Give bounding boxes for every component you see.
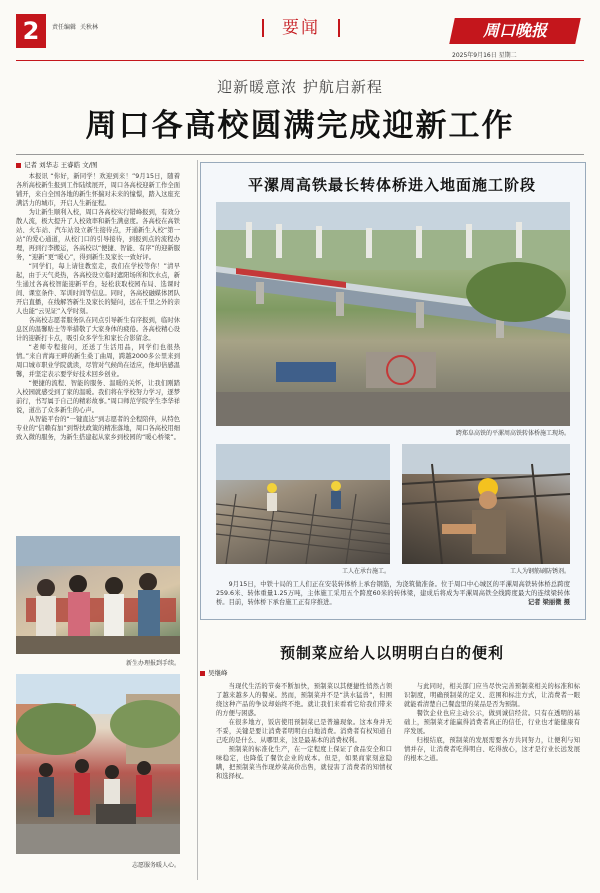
paragraph: “老师专程接问，还送了生活用品，同学们也很热情。”来自青海王畔的新生桑丁曲周，跨越2000多公里来到周口城市职业学院就读，尽管对气候尚在适应，他却倍感温馨，并坚定表示要学好技术回乡创业。 bbox=[16, 344, 180, 378]
caption-workers-rust: 工人为钢筋刷防锈剂。 bbox=[509, 568, 570, 575]
paragraph: 与此同时，相关部门应当尽快完善预制菜相关的标准和标识制度，明确预制菜的定义、范围和标注方式，让消费者一眼就能看清楚自己餐盘里的菜品是否为预制。 bbox=[404, 683, 580, 708]
photo-workers-rust bbox=[402, 444, 570, 564]
commentary-column-left bbox=[216, 682, 392, 878]
page-number: 2 bbox=[16, 14, 46, 48]
caption-volunteers: 志愿服务暖人心。 bbox=[131, 862, 180, 869]
paragraph: 从智能平台的“一键直达”到志愿者的全程陪伴，从特色专业的“信赖有加”到帮扶政策的精准落地，周口各高校用细致入微的服务，为新生搭建起从家乡到校园的“暖心桥梁”。 bbox=[16, 416, 180, 441]
photo-workers-platform bbox=[216, 444, 390, 564]
editor-name: 关秋林 bbox=[80, 24, 99, 31]
panel-body bbox=[216, 580, 570, 607]
issue-date: 2025年9月16日 星期二 bbox=[452, 52, 517, 59]
commentary-title: 预制菜应给人以明明白白的便利 bbox=[279, 644, 504, 662]
headline-divider bbox=[16, 154, 584, 155]
paragraph: 餐饮企业也应主动公示，做到诚信经营。只有在透明的基础上，预制菜才能赢得消费者真正的信任，行业也才能健康有序发展。 bbox=[404, 710, 580, 735]
masthead-logo bbox=[449, 18, 581, 44]
panel-credit: 记者 梁丽微 摄 bbox=[527, 599, 570, 606]
left-article-byline: 记者 刘华志 王睿皓 文/图 bbox=[16, 160, 97, 169]
paragraph: 预制菜的标准化生产，在一定程度上保证了食品安全和口味稳定，也降低了餐饮企业的成本。但是，如果商家刻意隐瞒，把预制菜当作现炒菜高价出售，就侵害了消费者的知情权和选择权。 bbox=[216, 746, 392, 780]
paragraph: “同学们，每上请往教室走，我们在学校等你！”清早起，由于天气炎热，各高校设立临时遮阳场所和饮水点，新生通过各高校智能迎新平台，轻松获取校园布局、选课时间、课室条件、军训时间等信息。同时，各高校融媒体团队开启直播，在线解答新生及家长的疑问，远在千里之外的亲人也能“云见证”入学时刻。 bbox=[16, 263, 180, 315]
commentary-column-right bbox=[404, 682, 580, 878]
caption-rail-bridge: 跨郑阜高铁的平漯周高铁转体桥施工现场。 bbox=[455, 430, 570, 437]
paragraph: “便捷的流程、智能的服务、温暖的关怀，让我们刚踏入校园就感受到了家的温暖。我们将在学校努力学习，逐梦前行，书写属于自己的精彩故事。”周口师范学院学生李华祥说，道出了众多新生的心声。 bbox=[16, 380, 180, 414]
paragraph: 归根结底，预制菜的发展需要各方共同努力，让便利与知情并存，让消费者吃得明白、吃得放心，这才是行业长远发展的根本之道。 bbox=[404, 737, 580, 762]
editors-line bbox=[52, 22, 102, 31]
paragraph: 为让新生顺利入校，周口各高校实行错峰报到，有效分散人流，极大提升了人校效率和新生满意度。各高校在高铁站、火车站、汽车站设立新生接待点，开通新生入校“第一站”的爱心通道，从校门口的引导接待，到报到点的流程办理，再到行李搬运，各高校以“便捷、智能、有序”的迎新服务，“迎新”更“暖心”，得到新生及家长一致好评。 bbox=[16, 209, 180, 261]
panel-title: 平漯周高铁最长转体桥进入地面施工阶段 bbox=[247, 176, 536, 194]
photo-volunteers bbox=[16, 674, 180, 854]
paragraph: 在很多地方，饭店使用预制菜已是普遍现象。这本身并无不妥，关键是要让消费者明明白白地消费。消费者有权知道自己吃的是什么、从哪里来，这是最基本的消费权利。 bbox=[216, 719, 392, 744]
header-divider bbox=[16, 60, 584, 61]
paragraph: 各高校志愿者服务队在同点引导新生有序报到，临时休息区的温馨贴士等举措敬了大家身体的疲倦。各高校精心设计的迎新打卡点，吸引众多学生和家长合影留念。 bbox=[16, 317, 180, 342]
photo-rail-bridge bbox=[216, 202, 570, 426]
commentary-byline: 吴继峰 bbox=[200, 668, 228, 677]
headline-subtitle: 迎新暖意浓 护航启新程 bbox=[217, 78, 383, 96]
left-article-body bbox=[16, 172, 180, 520]
caption-student-registration: 新生办理报到手续。 bbox=[125, 660, 180, 667]
panel-body-text: 9月15日，中铁十局的工人们正在安装转体桥上承台钢筋，为浇筑做准备。位于周口中心城区的平漯周高铁转体桥总跨度259.6米、转体重量1.25万吨，主体施工采用五个跨度60米的转体梁，建成后将成为平漯周高铁全线跨度最大的连续梁转体桥。目前，转体桥下承台施工正有序推进。 bbox=[216, 581, 570, 606]
column-divider bbox=[197, 160, 198, 880]
caption-workers-platform: 工人在承台施工。 bbox=[341, 568, 390, 575]
paragraph: 本报讯 “你好，新同学！欢迎到来！”9月15日，随着各所高校新生报到工作陆续展开，周口各高校迎新工作全面铺开，来自全国各地的新生怀揣对未来的憧憬，踏入这座充满活力的城市，开启人生新征程。 bbox=[16, 173, 180, 207]
masthead-text: 周口晚报 bbox=[482, 21, 547, 40]
editor-label: 责任编辑 bbox=[52, 24, 77, 31]
headline-title: 周口各高校圆满完成迎新工作 bbox=[85, 108, 515, 144]
section-tag: 要闻 bbox=[258, 14, 344, 42]
photo-student-registration bbox=[16, 536, 180, 654]
paragraph: 当现代生活的节奏不断加快，预制菜以其便捷性悄然占领了越来越多人的餐桌。然而，预制菜并不是“洪水猛兽”，但围绕这种产品的争议却始终不绝。就让我们来看看它给我们带来的方便与困惑。 bbox=[216, 683, 392, 717]
